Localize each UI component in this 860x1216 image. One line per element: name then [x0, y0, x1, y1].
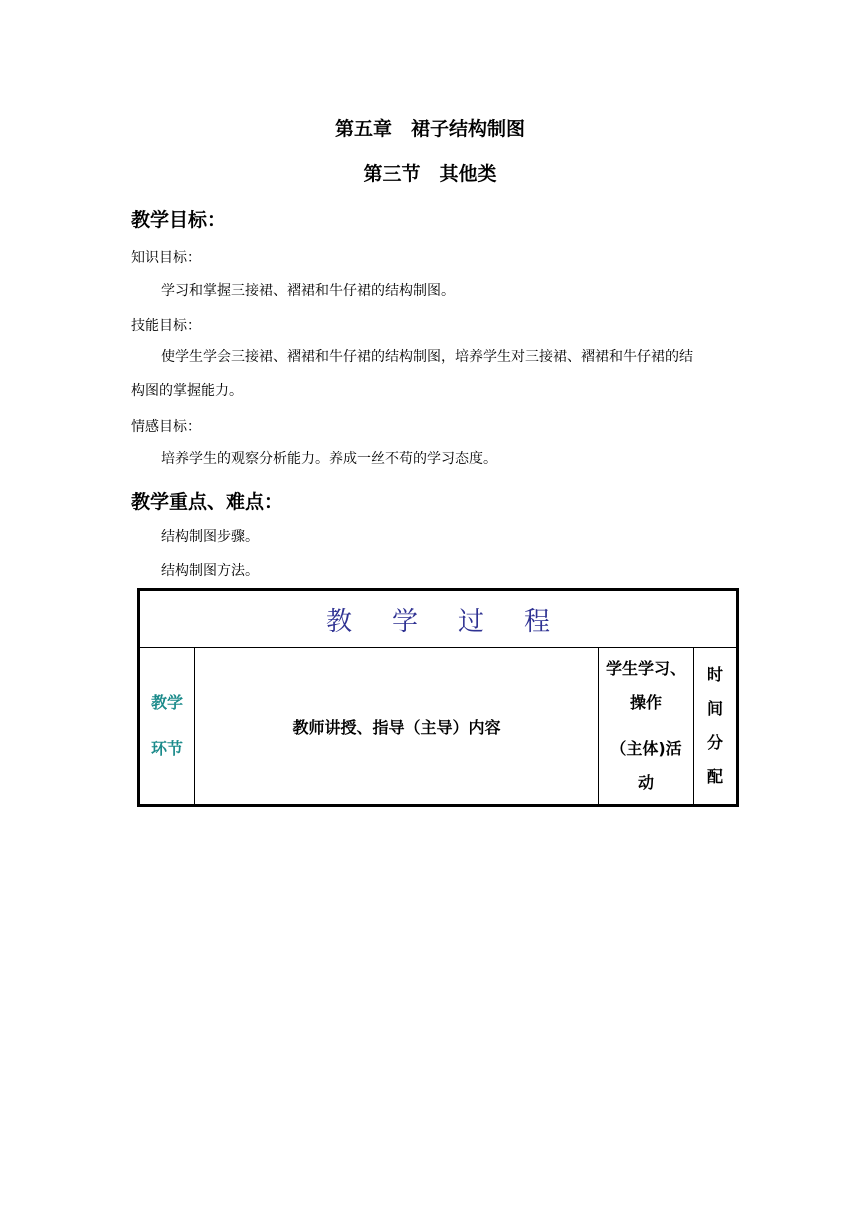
student-header [599, 648, 694, 806]
student-header-line: 操作 [629, 693, 662, 712]
teacher-header: 教师讲授、指导（主导）内容 [195, 648, 599, 806]
time-header-char: 间 [707, 699, 724, 718]
emotion-text: 培养学生的观察分析能力。养成一丝不苟的学习态度。 [161, 451, 497, 467]
time-header-char: 时 [707, 665, 724, 684]
skill-text-line1: 使学生学会三接裙、褶裙和牛仔裙的结构制图，培养学生对三接裙、褶裙和牛仔裙的结 [161, 349, 693, 365]
stage-header-line: 环节 [150, 739, 183, 758]
chapter-title: 第五章 裙子结构制图 [334, 118, 525, 140]
stage-header [139, 648, 195, 806]
emotion-label: 情感目标： [131, 419, 201, 435]
skill-text-line2: 构图的掌握能力。 [131, 383, 243, 399]
student-header-line: 学生学习、 [605, 659, 686, 678]
key-point-item: 结构制图方法。 [161, 563, 259, 579]
key-points-heading: 教学重点、难点： [131, 491, 284, 513]
student-header-line: （主体)活 [610, 739, 682, 758]
knowledge-label: 知识目标： [131, 250, 201, 266]
section-title: 第三节 其他类 [363, 163, 497, 185]
key-point-item: 结构制图步骤。 [161, 529, 259, 545]
time-header-char: 配 [707, 767, 724, 786]
process-title-cell [139, 590, 738, 648]
time-header-char: 分 [707, 733, 724, 752]
objectives-heading: 教学目标： [131, 209, 227, 231]
process-title: 教学过程 [326, 606, 591, 637]
stage-header-line: 教学 [150, 693, 183, 712]
student-header-line: 动 [637, 773, 654, 792]
knowledge-text: 学习和掌握三接裙、褶裙和牛仔裙的结构制图。 [161, 283, 455, 299]
time-header [694, 648, 738, 806]
skill-label: 技能目标： [131, 318, 201, 334]
teaching-process-table [137, 588, 739, 807]
